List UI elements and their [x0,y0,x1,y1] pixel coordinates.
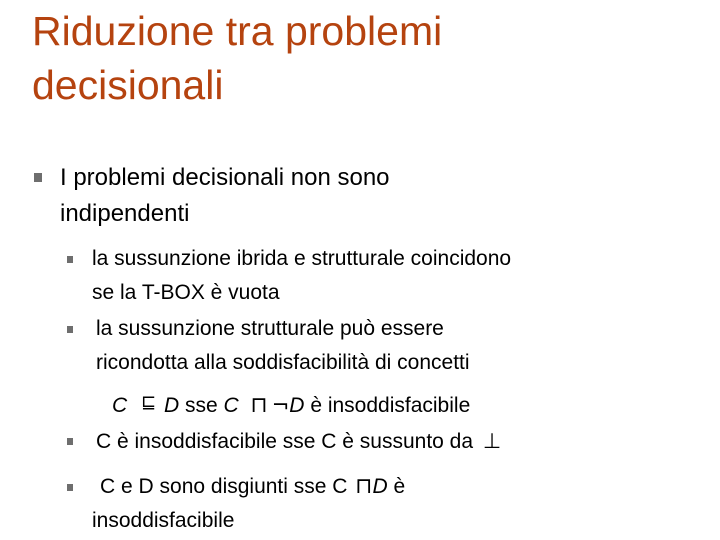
square-bullet-icon [34,173,42,182]
main-bullet-line-1: I problemi decisionali non sono [60,164,390,191]
sub-bullet-3-line [96,425,501,458]
slide-title [32,4,692,112]
formula-c2: C [223,394,239,417]
formula-c: C [112,394,128,417]
square-bullet-icon [67,256,73,263]
and-symbol-2: ⊓ [355,474,373,499]
sub-bullet-1-line-2: se la T-BOX è vuota [92,281,280,304]
sub-bullet-2-line-2: ricondotta alla soddisfacibilità di concetti [96,351,470,374]
main-bullet-line-2: indipendenti [60,200,190,227]
formula-d: D [163,394,180,417]
title-line-1: Riduzione tra problemi [32,8,443,54]
formula-rest: è insoddisfacibile [310,394,471,417]
sub-bullet-4-d: D [372,475,388,498]
square-bullet-icon [67,326,73,333]
formula-sse: sse [184,394,218,417]
sub-bullet-4-line-1 [100,471,405,503]
not-symbol: ¬ [271,393,290,417]
sub-bullet-1-line-1: la sussunzione ibrida e strutturale coincidono [92,247,512,270]
subsumes-symbol: ⊑ [141,392,157,413]
formula-d2: D [289,394,305,417]
sub-bullet-3-text: C è insoddisfacibile sse C è sussunto da [96,430,474,453]
square-bullet-icon [67,438,73,445]
sub-bullet-4-e: è [393,475,406,498]
sub-bullet-2-line-1: la sussunzione strutturale può essere [96,317,444,340]
square-bullet-icon [67,484,73,491]
bottom-symbol: ⊥ [482,429,502,453]
sub-bullet-4-text: C e D sono disgiunti sse C [100,475,348,498]
and-symbol: ⊓ [250,393,268,418]
formula-line [112,389,470,423]
title-line-2: decisionali [32,62,224,108]
sub-bullet-4-line-2: insoddisfacibile [92,509,235,532]
